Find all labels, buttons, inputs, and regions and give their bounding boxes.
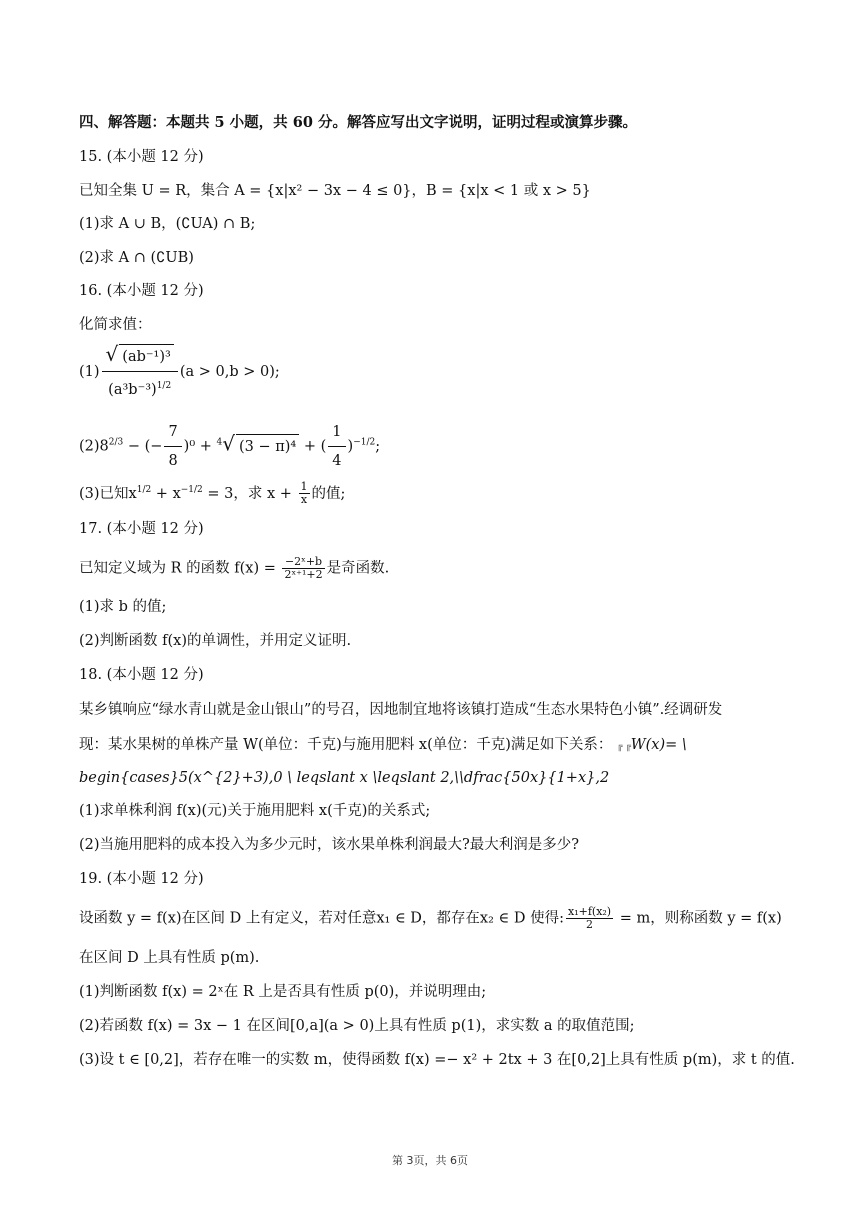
q16-header: 16. (本小题 12 分) [79,283,204,299]
q17-header: 17. (本小题 12 分) [79,521,204,537]
q18-header: 18. (本小题 12 分) [79,667,204,683]
q15-part2: (2)求 A ∩ (∁UB) [79,250,194,266]
q17-part1: (1)求 b 的值; [79,599,167,615]
q15-stem: 已知全集 U = R，集合 A = {x|x² − 3x − 4 ≤ 0}，B = {x|x < 1 或 x > 5} [79,183,591,199]
q16-part2: $(2)8^{2/3}$ − (− $\frac{7}{8}$ )⁰ + $^4$√ (3 − π)⁴ + ( $\frac{1}{4}$ )$^{-1/2}$; [79,420,798,473]
q19-part1: (1)判断函数 f(x) = 2ˣ在 R 上是否具有性质 p(0)，并说明理由; [79,984,487,1000]
q19-part3: (3)设 t ∈ [0,2]，若存在唯一的实数 m，使得函数 f(x) =− x² + 2tx + 3 在[0,2]上具有性质 p(m)，求 t 的值. [79,1052,795,1068]
q18-stem-line1: 某乡镇响应“绿水青山就是金山银山”的号召，因地制宜地将该镇打造成“生态水果特色小镇”.经调研发 [79,702,723,718]
q19-part2: (2)若函数 f(x) = 3x − 1 在区间[0,a](a > 0)上具有性质 p(1)，求实数 a 的取值范围; [79,1018,635,1034]
q18-stem-line3: begin{cases}5(x^{2}+3),0 \ leqslant x \leqslant 2,\\dfrac{50x}{1+x},2 [79,770,610,786]
q16-stem: 化简求值： [79,317,152,333]
q17-part2: (2)判断函数 f(x)的单调性，并用定义证明. [79,633,352,649]
q15-part1: (1)求 A ∪ B，(∁UA) ∩ B; [79,216,256,232]
q16-part1-fraction: $\frac{\text{√ (ab⁻¹)³}}{(a^3b^{-3})^{1/2}}$ [102,342,178,402]
q19-header: 19. (本小题 12 分) [79,871,204,887]
broken-image-marker: ╔ ╔ [617,742,631,752]
q19-stem-line1: 设函数 y = f(x)在区间 D 上有定义，若对任意x₁ ∈ D，都存在x₂ ∈ D 使得: $\frac{\text{x₁+f(x₂)}}{2}$ = m，则称函数 y = f(x) [79,905,782,931]
q18-part2: (2)当施用肥料的成本投入为多少元时，该水果单株利润最大?最大利润是多少? [79,837,580,853]
q18-stem-line2: 现：某水果树的单株产量 W(单位：千克)与施用肥料 x(单位：千克)满足如下关系： ╔ ╔W(x)= \ [79,737,687,753]
section-title: 四、解答题：本题共 5 小题，共 60 分。解答应写出文字说明，证明过程或演算步骤。 [79,114,637,131]
q16-part1: (1) $\frac{\text{√ (ab⁻¹)³}}{(a^3b^{-3})^{1/2}}$ (a > 0,b > 0); [79,342,798,402]
q18-part1: (1)求单株利润 f(x)(元)关于施用肥料 x(千克)的关系式; [79,803,431,819]
q19-stem-line2: 在区间 D 上具有性质 p(m). [79,950,260,966]
q17-stem: 已知定义域为 R 的函数 f(x) = $\frac{\text{−2ˣ+b}}{\text{2ˣ⁺¹+2}}$ 是奇函数. [79,555,390,581]
q15-header: 15. (本小题 12 分) [79,149,204,165]
q16-part3: (3)已知$x^{1/2} + x^{-1/2} = 3$，求 x + $\frac{1}{x}$ 的值; [79,480,346,507]
page-footer: 第 3页，共 6页 [392,1154,468,1167]
